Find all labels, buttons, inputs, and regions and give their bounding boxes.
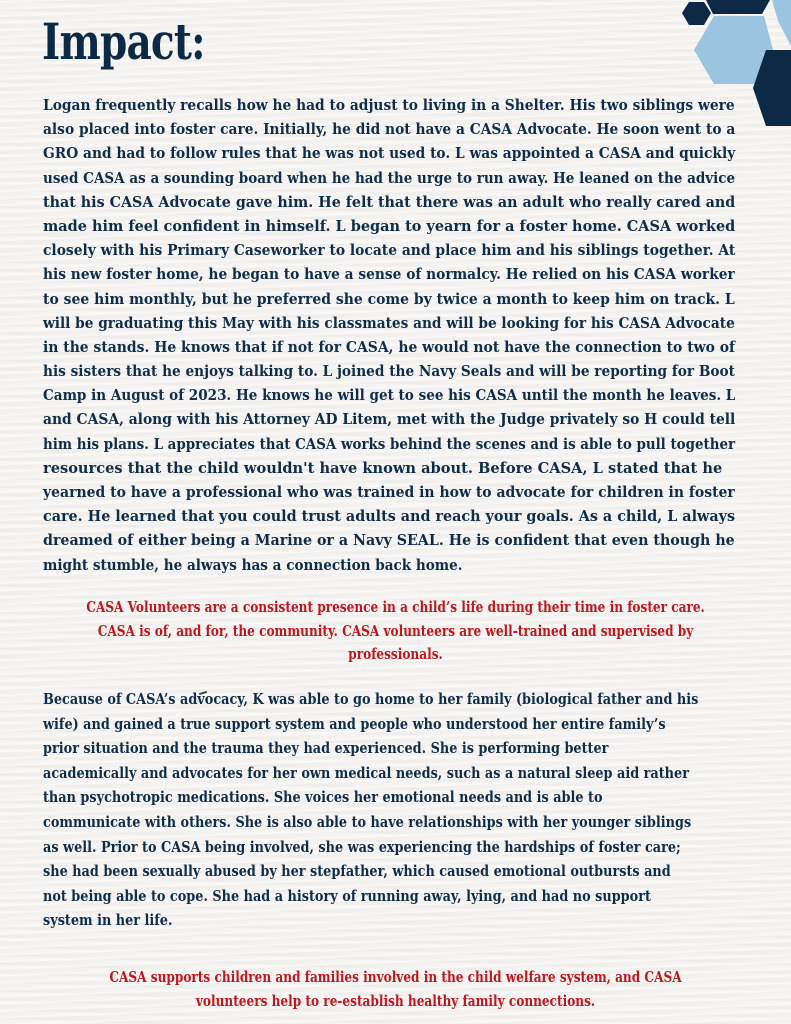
- callout-line: CASA is of, and for, the community. CASA volunteers are well-trained and supervised by: [97, 622, 694, 640]
- text-line: his sisters that he enjoys talking to. L joined the Navy Seals and will be reporting for Boot: [43, 363, 735, 381]
- text-line: used CASA as a sounding board when he had the urge to run away. He leaned on the advice: [43, 169, 736, 187]
- text-line: that his CASA Advocate gave him. He felt that there was an adult who really cared and: [43, 193, 736, 211]
- text-line: GRO and had to follow rules that he was not used to. L was appointed a CASA and quickly: [43, 145, 736, 163]
- text-line: Because of CASA’s advocacy, K was able to go home to her family (biological father and his: [43, 691, 699, 708]
- text-line: and CASA, along with his Attorney AD Litem, met with the Judge privately so H could tell: [43, 411, 736, 429]
- text-line: as well. Prior to CASA being involved, she was experiencing the hardships of foster care;: [43, 838, 681, 856]
- text-line: than psychotropic medications. She voices her emotional needs and is able to: [43, 789, 603, 807]
- hexagon-top-right-blue: [772, 0, 791, 46]
- text-line: system in her life.: [43, 912, 173, 930]
- text-line: care. He learned that you could trust adults and reach your goals. As a child, L always: [43, 508, 736, 526]
- text-line: communicate with others. She is also able to have relationships with her younger siblings: [43, 813, 692, 831]
- text-line: Logan frequently recalls how he had to adjust to living in a Shelter. His two siblings were: [43, 97, 735, 114]
- story-logan-paragraph: [43, 94, 736, 578]
- casa-volunteers-callout: [20, 596, 771, 667]
- text-line: not being able to cope. She had a history of running away, lying, and had no support: [43, 887, 651, 905]
- text-line: closely with his Primary Caseworker to locate and place him and his siblings together. At: [43, 242, 736, 260]
- text-line: prior situation and the trauma they had experienced. She is performing better: [43, 740, 609, 758]
- story-k-paragraph: [43, 688, 733, 934]
- text-line: resources that the child wouldn't have known about. Before CASA, L stated that he: [43, 459, 723, 477]
- text-line: will be graduating this May with his classmates and will be looking for his CASA Advocate: [43, 314, 735, 332]
- text-line: him his plans. L appreciates that CASA works behind the scenes and is able to pull together: [43, 435, 736, 453]
- text-line: dreamed of either being a Marine or a Navy SEAL. He is confident that even though he: [43, 532, 735, 550]
- callout-line: professionals.: [348, 646, 443, 663]
- text-line: also placed into foster care. Initially, he did not have a CASA Advocate. He soon went to a: [43, 121, 736, 139]
- text-line: yearned to have a professional who was trained in how to advocate for children in foster: [43, 484, 735, 501]
- callout-line: volunteers help to re-establish healthy family connections.: [195, 992, 596, 1010]
- text-line: academically and advocates for her own medical needs, such as a natural sleep aid rather: [43, 764, 689, 782]
- callout-line: CASA Volunteers are a consistent presence in a child’s life during their time in foster care.: [86, 599, 705, 616]
- text-line: she had been sexually abused by her stepfather, which caused emotional outbursts and: [43, 863, 671, 881]
- hexagon-top-navy: [706, 0, 770, 14]
- page-title: Impact:: [42, 12, 205, 71]
- text-line: his new foster home, he began to have a sense of normalcy. He relied on his CASA worker: [43, 266, 735, 284]
- text-line: in the stands. He knows that if not for CASA, he would not have the connection to two of: [43, 338, 736, 356]
- text-line: Camp in August of 2023. He knows he will get to see his CASA until the month he leaves. L: [43, 387, 736, 405]
- text-line: to see him monthly, but he preferred she come by twice a month to keep him on track. L: [43, 290, 735, 308]
- text-line: wife) and gained a true support system and people who understood her entire family’s: [43, 715, 666, 733]
- callout-line: CASA supports children and families involved in the child welfare system, and CASA: [109, 969, 682, 986]
- text-line: might stumble, he always has a connection back home.: [43, 556, 463, 574]
- text-line: made him feel confident in himself. L began to yearn for a foster home. CASA worked: [43, 217, 736, 235]
- hexagon-small-navy: [682, 2, 711, 25]
- casa-supports-callout: [20, 966, 771, 1013]
